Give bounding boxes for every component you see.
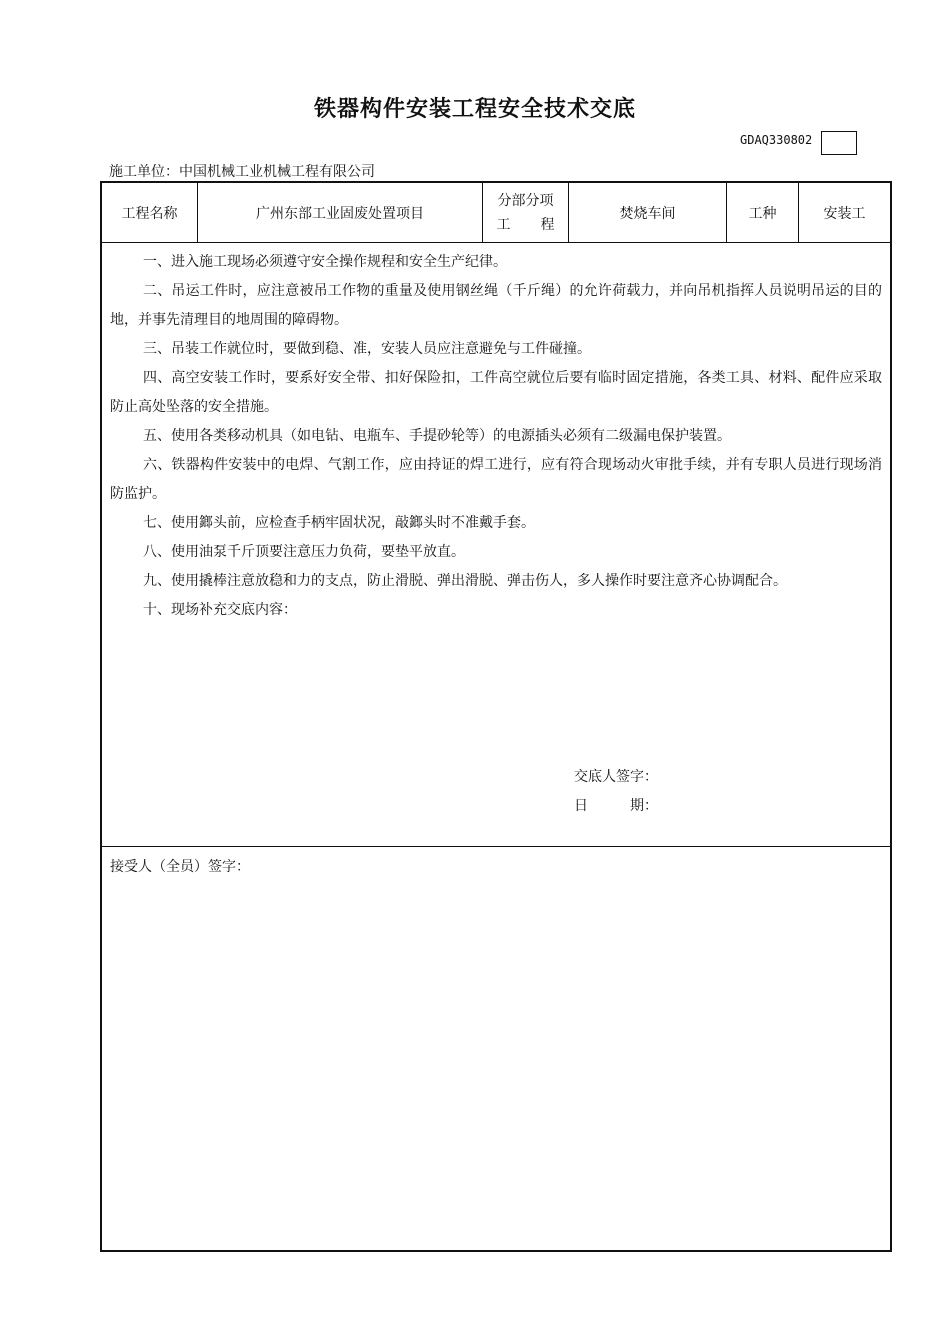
safety-item: 六、铁器构件安装中的电焊、气割工作，应由持证的焊工进行，应有符合现场动火审批手续，并有专职人员进行现场消防监护。 xyxy=(110,457,882,502)
date-label-char-b: 期： xyxy=(630,798,658,814)
trade-label: 工种 xyxy=(727,183,799,242)
sub-project-label-line2 xyxy=(497,213,555,237)
sub-project-label-char-a: 工 xyxy=(496,216,511,233)
trade-value: 安装工 xyxy=(823,205,866,222)
sub-project-label-char-b: 程 xyxy=(540,216,555,233)
safety-item: 四、高空安装工作时，要系好安全带、扣好保险扣，工件高空就位后要有临时固定措施，各类工具、材料、配件应采取防止高处坠落的安全措施。 xyxy=(110,370,882,415)
project-name-label: 工程名称 xyxy=(102,183,198,242)
form-code: GDAQ330802 xyxy=(740,133,813,147)
sub-project-value: 焚烧车间 xyxy=(569,183,727,242)
safety-item: 三、吊装工作就位时，要做到稳、准，安装人员应注意避免与工件碰撞。 xyxy=(143,341,591,357)
sub-project-label-line1: 分部分项 xyxy=(497,192,554,209)
date-label-char-a: 日 xyxy=(574,798,588,814)
receiver-signature-label: 接受人（全员）签字： xyxy=(110,859,250,875)
construction-unit: 施工单位：中国机械工业机械工程有限公司 xyxy=(109,164,375,180)
date-label xyxy=(574,795,658,815)
sub-project-label xyxy=(483,183,569,242)
safety-item: 二、吊运工件时，应注意被吊工作物的重量及使用钢丝绳（千斤绳）的允许荷载力，并向吊机指挥人员说明吊运的目的地，并事先清理目的地周围的障碍物。 xyxy=(110,283,882,328)
safety-item: 五、使用各类移动机具（如电钻、电瓶车、手提砂轮等）的电源插头必须有二级漏电保护装置。 xyxy=(143,428,731,444)
safety-item: 十、现场补充交底内容： xyxy=(143,602,297,618)
header-row xyxy=(102,183,890,243)
safety-items xyxy=(110,248,882,625)
safety-item: 一、进入施工现场必须遵守安全操作规程和安全生产纪律。 xyxy=(143,254,507,270)
safety-content xyxy=(102,242,890,847)
safety-item: 七、使用鎯头前，应检查手柄牢固状况，敲鎯头时不准戴手套。 xyxy=(143,515,535,531)
safety-item: 八、使用油泵千斤顶要注意压力负荷，要垫平放直。 xyxy=(143,544,465,560)
giver-signature-label: 交底人签字： xyxy=(574,769,658,785)
document-title: 铁器构件安装工程安全技术交底 xyxy=(313,97,636,122)
project-name-value: 广州东部工业固废处置项目 xyxy=(198,183,483,242)
form-code-box[interactable] xyxy=(821,131,857,155)
safety-item: 九、使用撬棒注意放稳和力的支点，防止滑脱、弹出滑脱、弹击伤人，多人操作时要注意齐心协调配合。 xyxy=(143,573,787,589)
form-table xyxy=(100,181,892,1252)
